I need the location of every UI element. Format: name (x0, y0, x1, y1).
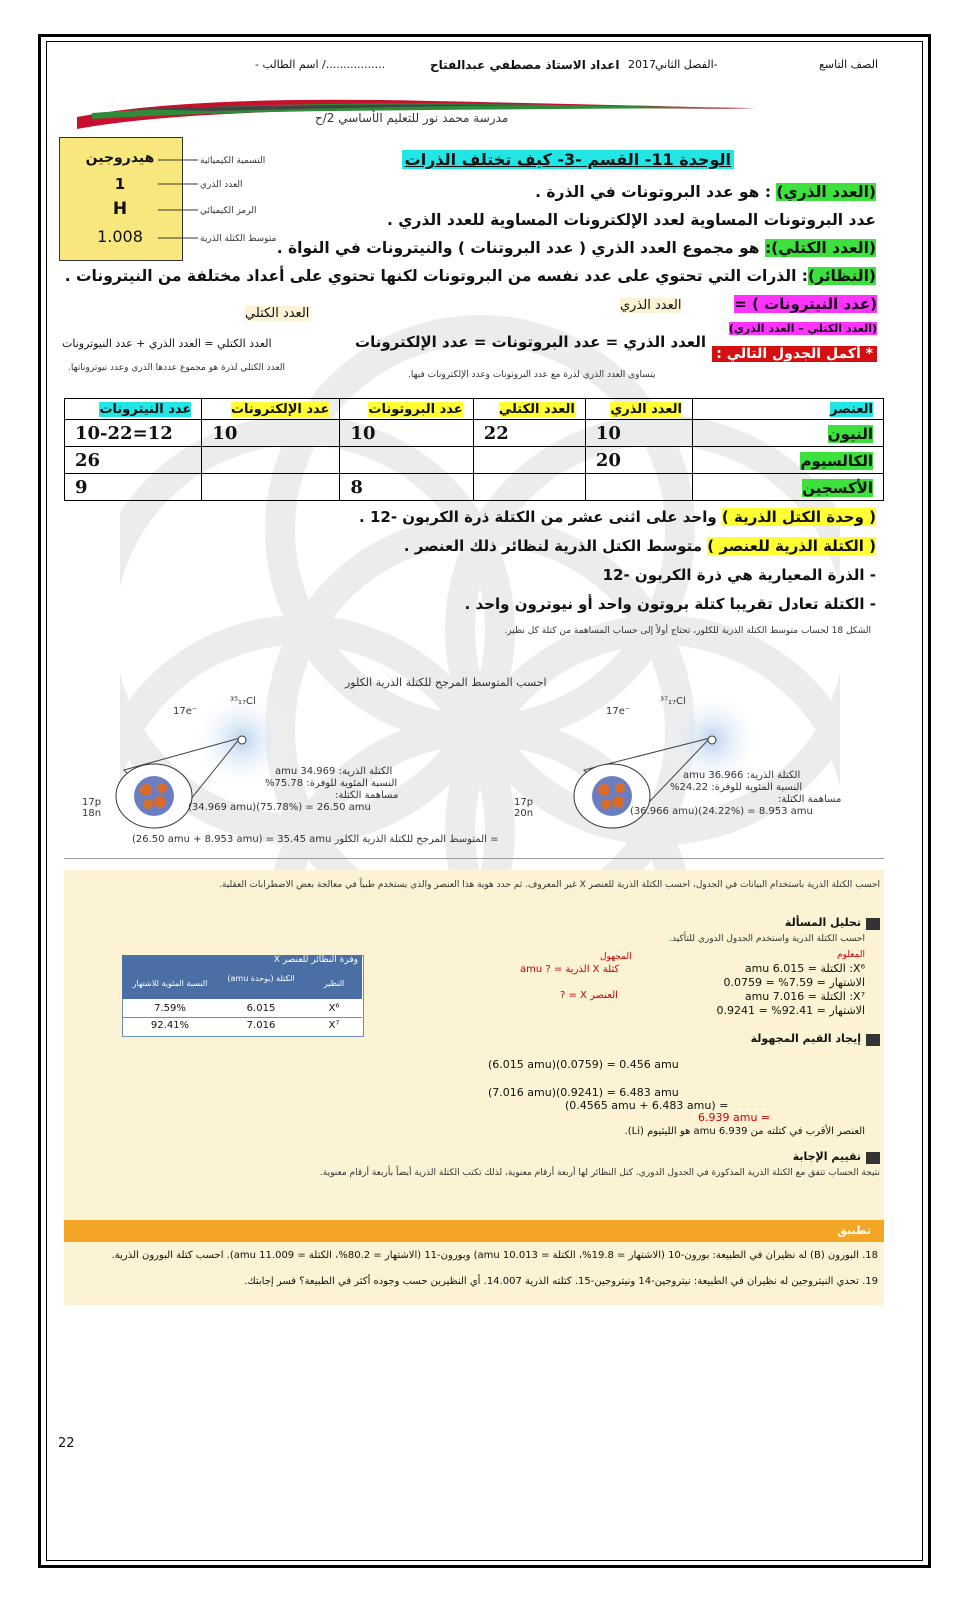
cl37-calc: (36.966 amu)(24.22%) = 8.953 amu (630, 806, 813, 817)
weighted-average-result: (26.50 amu + 8.953 amu) = 35.45 amu المتوسط المرجح للكتلة الذرية الكلور = (132, 834, 499, 845)
mass-number-caption: العدد الكتلي (245, 306, 310, 321)
table-cell (473, 447, 585, 474)
hydrogen-number: 1 (114, 175, 126, 193)
step-1-marker (866, 918, 880, 930)
isotope-r2-abundance: 92.41% (150, 1020, 190, 1031)
cl35-symbol: ³⁵₁₇Cl (230, 696, 256, 707)
cl37-electrons: 17e⁻ (606, 706, 631, 717)
unknown-1: كتلة X الذرية = ? amu (520, 964, 620, 975)
mass-number-formula: العدد الكتلي = العدد الذري + عدد النيوترونات (62, 337, 272, 350)
divider (64, 858, 884, 859)
mass-number-note: العدد الكتلي لذرة هو مجموع عددها الذري وعدد نيوتروناتها. (68, 363, 285, 373)
table-cell: النيون (827, 424, 873, 443)
isotope-col-mass: الكتلة (بوحدة amu) (227, 974, 295, 983)
cl37-symbol: ³⁷₁₇Cl (660, 696, 686, 707)
example-intro: احسب الكتلة الذرية باستخدام البيانات في الجدول، احسب الكتلة الذرية للعنصر X غير المعروف. ثم حدد هوية هذا العنصر والذي يستخدم طبياً في معالجة بعض الاضطرابات العقلية. (219, 880, 880, 890)
isotope-col-isotope: النظير (323, 979, 345, 988)
figure-title: احسب المتوسط المرجح للكتلة الذرية الكلور (345, 676, 547, 689)
term-label: الفصل الثاني- (655, 58, 718, 71)
cl35-electrons: 17e⁻ (173, 706, 198, 717)
label-symbol: الرمز الكيميائي (200, 206, 257, 216)
header-cell: عدد الإلكترونات (230, 401, 330, 417)
table-cell (473, 474, 585, 501)
hydrogen-name: هيدروجين (85, 150, 155, 166)
hydrogen-mass: 1.008 (97, 227, 143, 246)
step-1-title: تحليل المسألة (784, 916, 861, 929)
atomic-mass-term: ( الكتلة الذرية للعنصر ) (707, 537, 876, 555)
known-label: المعلوم (837, 950, 865, 960)
label-atomic-number: العدد الذري (200, 180, 243, 190)
cl35-nucleus: 17p 18n (82, 797, 102, 819)
card-leader-lines (158, 150, 198, 250)
isotope-r1-mass: 6.015 (246, 1003, 276, 1014)
table-cell (202, 474, 340, 501)
complete-table-instruction: * أكمل الجدول التالي : (712, 346, 877, 362)
table-row (65, 447, 884, 474)
table-cell: 22 (473, 420, 585, 447)
calc-1: (6.015 amu)(0.0759) = 0.456 amu (488, 1058, 679, 1071)
table-cell: 10 (585, 420, 692, 447)
isotopes-term: (النظائر) (807, 267, 876, 285)
elements-table (64, 398, 884, 501)
table-header-row (65, 399, 884, 420)
isotope-r1-abundance: 7.59% (154, 1003, 186, 1014)
calc-conclusion: العنصر الأقرب في كتلته من 6.939 amu هو الليثيوم (Li). (624, 1126, 865, 1137)
atomic-mass-text: متوسط الكتل الذرية لنظائر ذلك العنصر . (403, 537, 708, 555)
header-cell: عدد البروتونات (368, 401, 463, 417)
table-cell (340, 447, 473, 474)
neutrons-count-term: (عدد النيترونات ) = (734, 295, 877, 313)
table-cell: 10 (340, 420, 473, 447)
step-3-text: نتيجة الحساب تتفق مع الكتلة الذرية المذكورة في الجدول الدوري. كتل النظائر لها أربعة أرقام معنوية، لذلك تكتب الكتلة الذرية أيضاً بأربعة أرقام معنوية. (319, 1168, 880, 1178)
cl37-abundance: النسبة المئوية للوفرة: 24.22% (670, 782, 803, 793)
atomic-number-note: يتساوى العدد الذري لذرة مع عدد البروتونات وعدد الإلكترونات فيها. (408, 370, 656, 380)
cl35-calc: (34.969 amu)(75.78%) = 26.50 amu (188, 802, 371, 813)
amu-term: ( وحدة الكتل الذرية ) (721, 508, 876, 526)
calc-4: 6.939 amu = (698, 1111, 771, 1124)
known-3: X⁷: الكتلة = 7.016 amu (744, 990, 865, 1003)
known-4: الاشتهار = 92.41% = 0.9241 (716, 1004, 865, 1017)
mass-number-definition (277, 239, 876, 257)
school-name: مدرسة محمد نور للتعليم الأساسي 2/ح (315, 111, 509, 125)
atomic-number-definition (535, 183, 876, 201)
author-label: اعداد الاستاذ مصطفي عبدالفتاح (430, 58, 620, 72)
calc-2: (7.016 amu)(0.9241) = 6.483 amu (488, 1086, 679, 1099)
figure-caption: الشكل 18 لحساب متوسط الكتلة الذرية للكلور، تحتاج أولاً إلى حساب المساهمة من كتلة كل نظير. (504, 626, 871, 636)
isotope-r2-name: X⁷ (328, 1020, 340, 1031)
atomic-number-text: : هو عدد البروتونات في الذرة . (535, 183, 777, 201)
step-3-title: تقييم الإجابة (792, 1150, 861, 1163)
cl35-abundance: النسبة المئوية للوفرة: 75.78% (265, 778, 398, 789)
label-avg-mass: متوسط الكتلة الذرية (200, 234, 277, 244)
table-cell: الأكسجين (802, 478, 873, 497)
grade-label: الصف التاسع (819, 58, 878, 71)
cl37-mass: الكتلة الذرية: 36.966 amu (683, 770, 801, 781)
standard-atom-note: - الذرة المعيارية هي ذرة الكربون -12 (602, 566, 876, 584)
step-3-marker (866, 1152, 880, 1164)
known-2: الاشتهار = 7.59% = 0.0759 (723, 976, 865, 989)
question-18: 18. البورون (B) له نظيران في الطبيعة: بورون-10 (الاشتهار = 19.8%، الكتلة = 10.013 amu) وبورون-11 (الاشتهار = 80.2%، الكتلة = 11.009 amu). احسب كتلة البورون الذرية. (111, 1250, 878, 1261)
table-cell (585, 474, 692, 501)
isotope-row-divider (122, 1017, 362, 1018)
table-row (65, 420, 884, 447)
cl35-contribution: مساهمة الكتلة: (335, 790, 399, 801)
hydrogen-symbol: H (112, 199, 128, 219)
question-19: 19. تحدي النيتروجين له نظيران في الطبيعة: نيتروجين-14 ونيتروجين-15. كتلته الذرية 14.007. أي النظيرين حسب وجوده أكثر في الطبيعة؟ فسر إجابتك. (244, 1276, 878, 1287)
header-cell: العدد الذري (610, 401, 682, 417)
isotope-r1-name: X⁶ (328, 1003, 340, 1014)
table-cell: 8 (340, 474, 473, 501)
lesson-title: الوحدة 11- القسم -3- كيف تختلف الذرات (402, 150, 734, 169)
table-cell: 20 (585, 447, 692, 474)
isotope-table-title: وفرة النظائر للعنصر X (122, 955, 362, 971)
header-cell: العدد الكتلي (498, 401, 575, 417)
step-1-subtitle: احسب الكتلة الذرية واستخدم الجدول الدوري للتأكيد. (669, 934, 865, 944)
cl35-mass: الكتلة الذرية: 34.969 amu (275, 766, 393, 777)
table-cell: 12=10-22 (65, 420, 202, 447)
practice-band (64, 1220, 884, 1242)
isotopes-text: : الذرات التي تحتوي على عدد نفسه من البروتونات لكنها تحتوي على أعداد مختلفة من النيترونات . (64, 267, 808, 285)
unknown-label: المجهول (600, 952, 632, 962)
cl37-contribution: مساهمة الكتلة: (778, 794, 842, 805)
unknown-2: العنصر X = ? (560, 990, 618, 1001)
atomic-number-caption: العدد الذري (620, 298, 682, 313)
cl37-nucleus: 17p 20n (514, 797, 534, 819)
page-number: 22 (58, 1436, 75, 1451)
table-cell: 26 (65, 447, 202, 474)
mass-number-text: هو مجموع العدد الذري ( عدد البروتنات ) والنيترونات في النواة . (276, 239, 765, 257)
amu-text: واحد على اثنى عشر من الكتلة ذرة الكربون -12 . (359, 508, 722, 526)
mass-approx-note: - الكتلة تعادل تقريبا كتلة بروتون واحد أو نيوترون واحد . (464, 595, 876, 613)
known-1: X⁶: الكتلة = 6.015 amu (744, 962, 865, 975)
atomic-number-formula: العدد الذري = عدد البروتونات = عدد الإلكترونات (355, 333, 707, 351)
atomic-number-term: (العدد الذري) (776, 183, 876, 201)
step-2-title: إيجاد القيم المجهولة (750, 1032, 861, 1045)
header-cell: العنصر (830, 401, 873, 417)
step-2-marker (866, 1034, 880, 1046)
table-cell: الكالسيوم (800, 451, 873, 470)
mass-number-term: (العدد الكتلي): (764, 239, 876, 257)
practice-label: تطبيق (837, 1224, 871, 1237)
calc-3: (0.4565 amu + 6.483 amu) = (565, 1099, 729, 1112)
isotope-r2-mass: 7.016 (246, 1020, 276, 1031)
table-row (65, 474, 884, 501)
header-cell: عدد النيترونات (99, 401, 192, 417)
atomic-mass-definition (404, 537, 876, 555)
table-cell: 9 (65, 474, 202, 501)
table-cell: 10 (202, 420, 340, 447)
neutrons-formula: (العدد الكتلي – العدد الذري) (728, 322, 877, 335)
isotopes-definition (65, 267, 876, 285)
year-label: 2017 (628, 58, 656, 71)
amu-definition (359, 508, 876, 526)
label-chem-name: التسمية الكيميائية (200, 156, 266, 166)
student-name-field: - اسم الطالب /................. (255, 58, 386, 71)
isotope-col-abundance: النسبة المئوية للاشتهار (132, 979, 208, 988)
equality-statement: عدد البروتونات المساوية لعدد الإلكترونات المساوية للعدد الذري . (387, 211, 876, 229)
table-cell (202, 447, 340, 474)
